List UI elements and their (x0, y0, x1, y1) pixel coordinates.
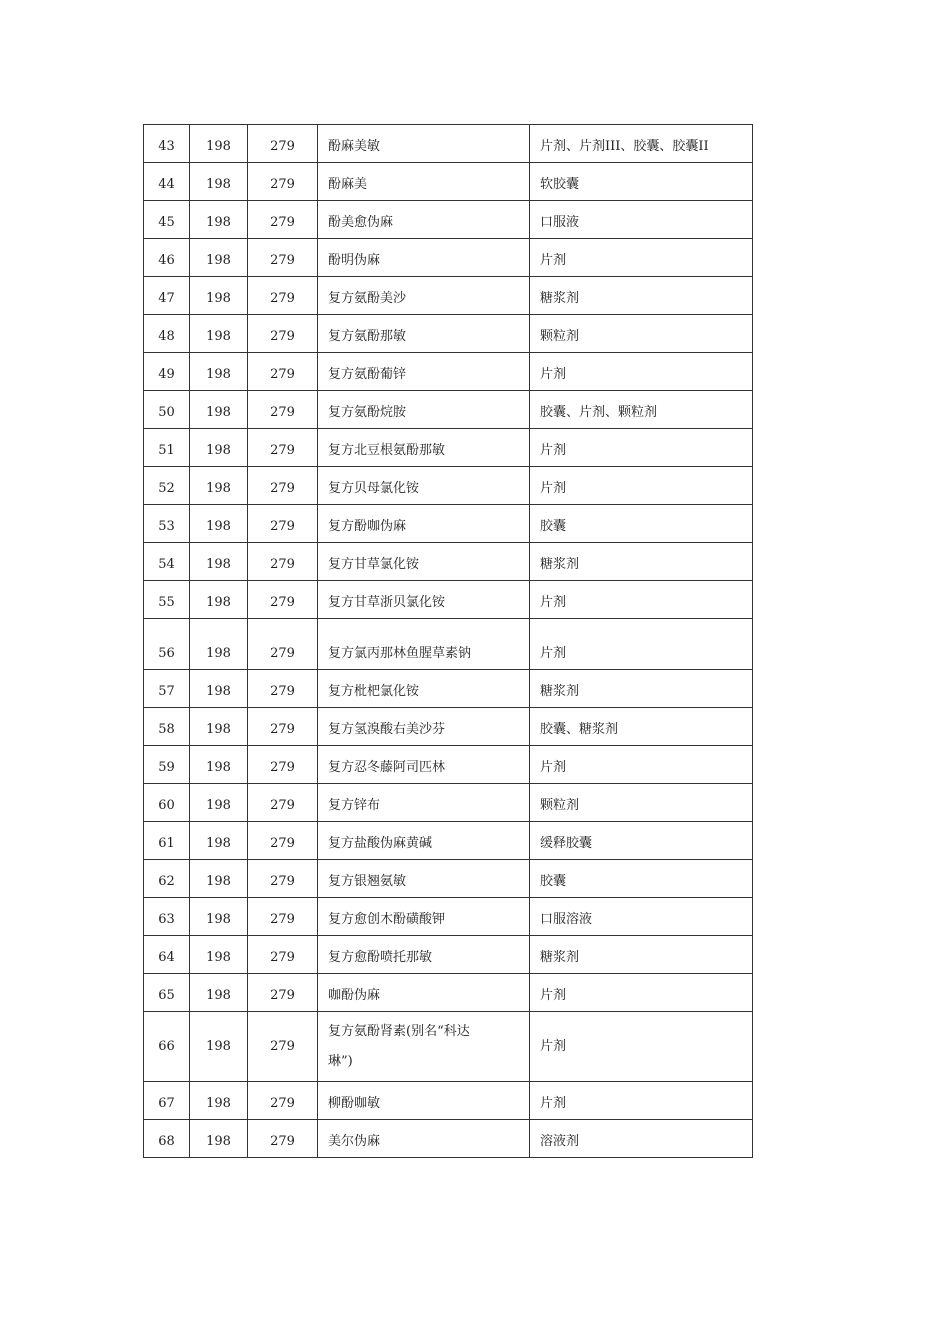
code-a-cell: 198 (190, 936, 248, 974)
drug-name-cell: 咖酚伪麻 (318, 974, 530, 1012)
table-row (144, 746, 753, 784)
dosage-form-cell: 糖浆剂 (530, 277, 753, 315)
dosage-form-cell: 颗粒剂 (530, 784, 753, 822)
drug-name-cell: 酚美愈伪麻 (318, 201, 530, 239)
code-b-cell: 279 (248, 467, 318, 505)
code-b-cell: 279 (248, 746, 318, 784)
dosage-form-cell: 糖浆剂 (530, 670, 753, 708)
code-a-cell: 198 (190, 543, 248, 581)
code-b-cell: 279 (248, 822, 318, 860)
row-number-cell: 61 (144, 822, 190, 860)
row-number-cell: 68 (144, 1120, 190, 1158)
dosage-form-cell: 胶囊 (530, 860, 753, 898)
code-b-cell: 279 (248, 1012, 318, 1082)
table-row (144, 201, 753, 239)
table-row (144, 239, 753, 277)
dosage-form-cell: 片剂 (530, 467, 753, 505)
drug-name-cell (318, 1012, 530, 1082)
table-row (144, 125, 753, 163)
dosage-form-cell: 片剂 (530, 581, 753, 619)
table-row (144, 315, 753, 353)
code-b-cell: 279 (248, 670, 318, 708)
row-number-cell: 43 (144, 125, 190, 163)
dosage-form-cell: 缓释胶囊 (530, 822, 753, 860)
table-row (144, 619, 753, 670)
dosage-form-cell: 胶囊、糖浆剂 (530, 708, 753, 746)
drug-name-cell: 酚麻美 (318, 163, 530, 201)
drug-name-cell: 复方盐酸伪麻黄碱 (318, 822, 530, 860)
dosage-form-cell: 糖浆剂 (530, 936, 753, 974)
code-b-cell: 279 (248, 505, 318, 543)
row-number-cell: 51 (144, 429, 190, 467)
code-a-cell: 198 (190, 353, 248, 391)
code-a-cell: 198 (190, 746, 248, 784)
code-b-cell: 279 (248, 860, 318, 898)
table-row (144, 860, 753, 898)
dosage-form-cell: 片剂 (530, 619, 753, 670)
table-row (144, 974, 753, 1012)
row-number-cell: 67 (144, 1082, 190, 1120)
drug-name-cell: 复方锌布 (318, 784, 530, 822)
drug-name-cell: 复方氨酚葡锌 (318, 353, 530, 391)
table-row (144, 391, 753, 429)
code-a-cell: 198 (190, 974, 248, 1012)
dosage-form-cell: 口服溶液 (530, 898, 753, 936)
drug-name-cell: 酚麻美敏 (318, 125, 530, 163)
code-a-cell: 198 (190, 1120, 248, 1158)
code-a-cell: 198 (190, 822, 248, 860)
code-a-cell: 198 (190, 201, 248, 239)
drug-name-line: 琳”) (328, 1053, 353, 1069)
table-row (144, 543, 753, 581)
row-number-cell: 50 (144, 391, 190, 429)
code-b-cell: 279 (248, 936, 318, 974)
code-b-cell: 279 (248, 277, 318, 315)
row-number-cell: 52 (144, 467, 190, 505)
table-row (144, 1082, 753, 1120)
row-number-cell: 46 (144, 239, 190, 277)
code-b-cell: 279 (248, 708, 318, 746)
code-a-cell: 198 (190, 315, 248, 353)
code-a-cell: 198 (190, 505, 248, 543)
row-number-cell: 55 (144, 581, 190, 619)
dosage-form-cell: 片剂 (530, 429, 753, 467)
code-a-cell: 198 (190, 429, 248, 467)
drug-name-cell: 美尔伪麻 (318, 1120, 530, 1158)
dosage-form-cell: 软胶囊 (530, 163, 753, 201)
code-b-cell: 279 (248, 1082, 318, 1120)
code-a-cell: 198 (190, 670, 248, 708)
row-number-cell: 44 (144, 163, 190, 201)
drug-name-cell: 复方氢溴酸右美沙芬 (318, 708, 530, 746)
code-b-cell: 279 (248, 391, 318, 429)
row-number-cell: 48 (144, 315, 190, 353)
table-row (144, 277, 753, 315)
row-number-cell: 59 (144, 746, 190, 784)
drug-table-body (144, 125, 753, 1158)
dosage-form-cell: 片剂 (530, 1012, 753, 1082)
code-a-cell: 198 (190, 1082, 248, 1120)
code-a-cell: 198 (190, 125, 248, 163)
drug-name-cell: 复方北豆根氨酚那敏 (318, 429, 530, 467)
table-row (144, 1012, 753, 1082)
table-row (144, 505, 753, 543)
row-number-cell: 45 (144, 201, 190, 239)
dosage-form-cell: 糖浆剂 (530, 543, 753, 581)
table-row (144, 670, 753, 708)
drug-name-cell: 复方愈酚喷托那敏 (318, 936, 530, 974)
drug-name-cell: 复方酚咖伪麻 (318, 505, 530, 543)
row-number-cell: 66 (144, 1012, 190, 1082)
code-b-cell: 279 (248, 163, 318, 201)
dosage-form-cell: 片剂、片剂III、胶囊、胶囊II (530, 125, 753, 163)
code-b-cell: 279 (248, 125, 318, 163)
code-a-cell: 198 (190, 163, 248, 201)
drug-name-line: 复方氨酚肾素(别名“科达 (328, 1023, 470, 1039)
table-row (144, 784, 753, 822)
drug-name-cell: 复方枇杷氯化铵 (318, 670, 530, 708)
row-number-cell: 65 (144, 974, 190, 1012)
code-a-cell: 198 (190, 239, 248, 277)
row-number-cell: 57 (144, 670, 190, 708)
table-row (144, 708, 753, 746)
table-row (144, 353, 753, 391)
dosage-form-cell: 片剂 (530, 746, 753, 784)
dosage-form-cell: 片剂 (530, 1082, 753, 1120)
table-row (144, 429, 753, 467)
row-number-cell: 60 (144, 784, 190, 822)
code-b-cell: 279 (248, 201, 318, 239)
drug-name-cell: 复方甘草浙贝氯化铵 (318, 581, 530, 619)
row-number-cell: 64 (144, 936, 190, 974)
dosage-form-cell: 溶液剂 (530, 1120, 753, 1158)
row-number-cell: 53 (144, 505, 190, 543)
row-number-cell: 54 (144, 543, 190, 581)
dosage-form-cell: 胶囊、片剂、颗粒剂 (530, 391, 753, 429)
drug-name-cell: 柳酚咖敏 (318, 1082, 530, 1120)
row-number-cell: 63 (144, 898, 190, 936)
code-b-cell: 279 (248, 581, 318, 619)
drug-table (143, 124, 753, 1158)
drug-name-cell: 复方贝母氯化铵 (318, 467, 530, 505)
code-b-cell: 279 (248, 784, 318, 822)
row-number-cell: 49 (144, 353, 190, 391)
drug-name-cell: 复方愈创木酚磺酸钾 (318, 898, 530, 936)
table-row (144, 1120, 753, 1158)
drug-name-cell: 复方氨酚烷胺 (318, 391, 530, 429)
table-row (144, 822, 753, 860)
drug-name-cell: 复方氨酚那敏 (318, 315, 530, 353)
code-a-cell: 198 (190, 581, 248, 619)
code-b-cell: 279 (248, 974, 318, 1012)
code-b-cell: 279 (248, 619, 318, 670)
dosage-form-cell: 片剂 (530, 353, 753, 391)
code-b-cell: 279 (248, 898, 318, 936)
table-row (144, 898, 753, 936)
dosage-form-cell: 口服液 (530, 201, 753, 239)
code-a-cell: 198 (190, 784, 248, 822)
table-row (144, 936, 753, 974)
code-b-cell: 279 (248, 429, 318, 467)
drug-name-cell: 复方氯丙那林鱼腥草素钠 (318, 619, 530, 670)
dosage-form-cell: 胶囊 (530, 505, 753, 543)
row-number-cell: 56 (144, 619, 190, 670)
dosage-form-cell: 颗粒剂 (530, 315, 753, 353)
code-a-cell: 198 (190, 277, 248, 315)
drug-name-cell: 复方银翘氨敏 (318, 860, 530, 898)
code-a-cell: 198 (190, 1012, 248, 1082)
drug-name-cell: 复方氨酚美沙 (318, 277, 530, 315)
row-number-cell: 58 (144, 708, 190, 746)
code-a-cell: 198 (190, 708, 248, 746)
code-a-cell: 198 (190, 391, 248, 429)
code-b-cell: 279 (248, 1120, 318, 1158)
dosage-form-cell: 片剂 (530, 974, 753, 1012)
row-number-cell: 62 (144, 860, 190, 898)
code-b-cell: 279 (248, 315, 318, 353)
table-row (144, 467, 753, 505)
code-a-cell: 198 (190, 619, 248, 670)
code-b-cell: 279 (248, 239, 318, 277)
code-a-cell: 198 (190, 898, 248, 936)
dosage-form-cell: 片剂 (530, 239, 753, 277)
drug-name-cell: 酚明伪麻 (318, 239, 530, 277)
code-a-cell: 198 (190, 860, 248, 898)
drug-name-cell: 复方甘草氯化铵 (318, 543, 530, 581)
code-a-cell: 198 (190, 467, 248, 505)
code-b-cell: 279 (248, 543, 318, 581)
table-row (144, 163, 753, 201)
row-number-cell: 47 (144, 277, 190, 315)
drug-name-cell: 复方忍冬藤阿司匹林 (318, 746, 530, 784)
table-row (144, 581, 753, 619)
code-b-cell: 279 (248, 353, 318, 391)
